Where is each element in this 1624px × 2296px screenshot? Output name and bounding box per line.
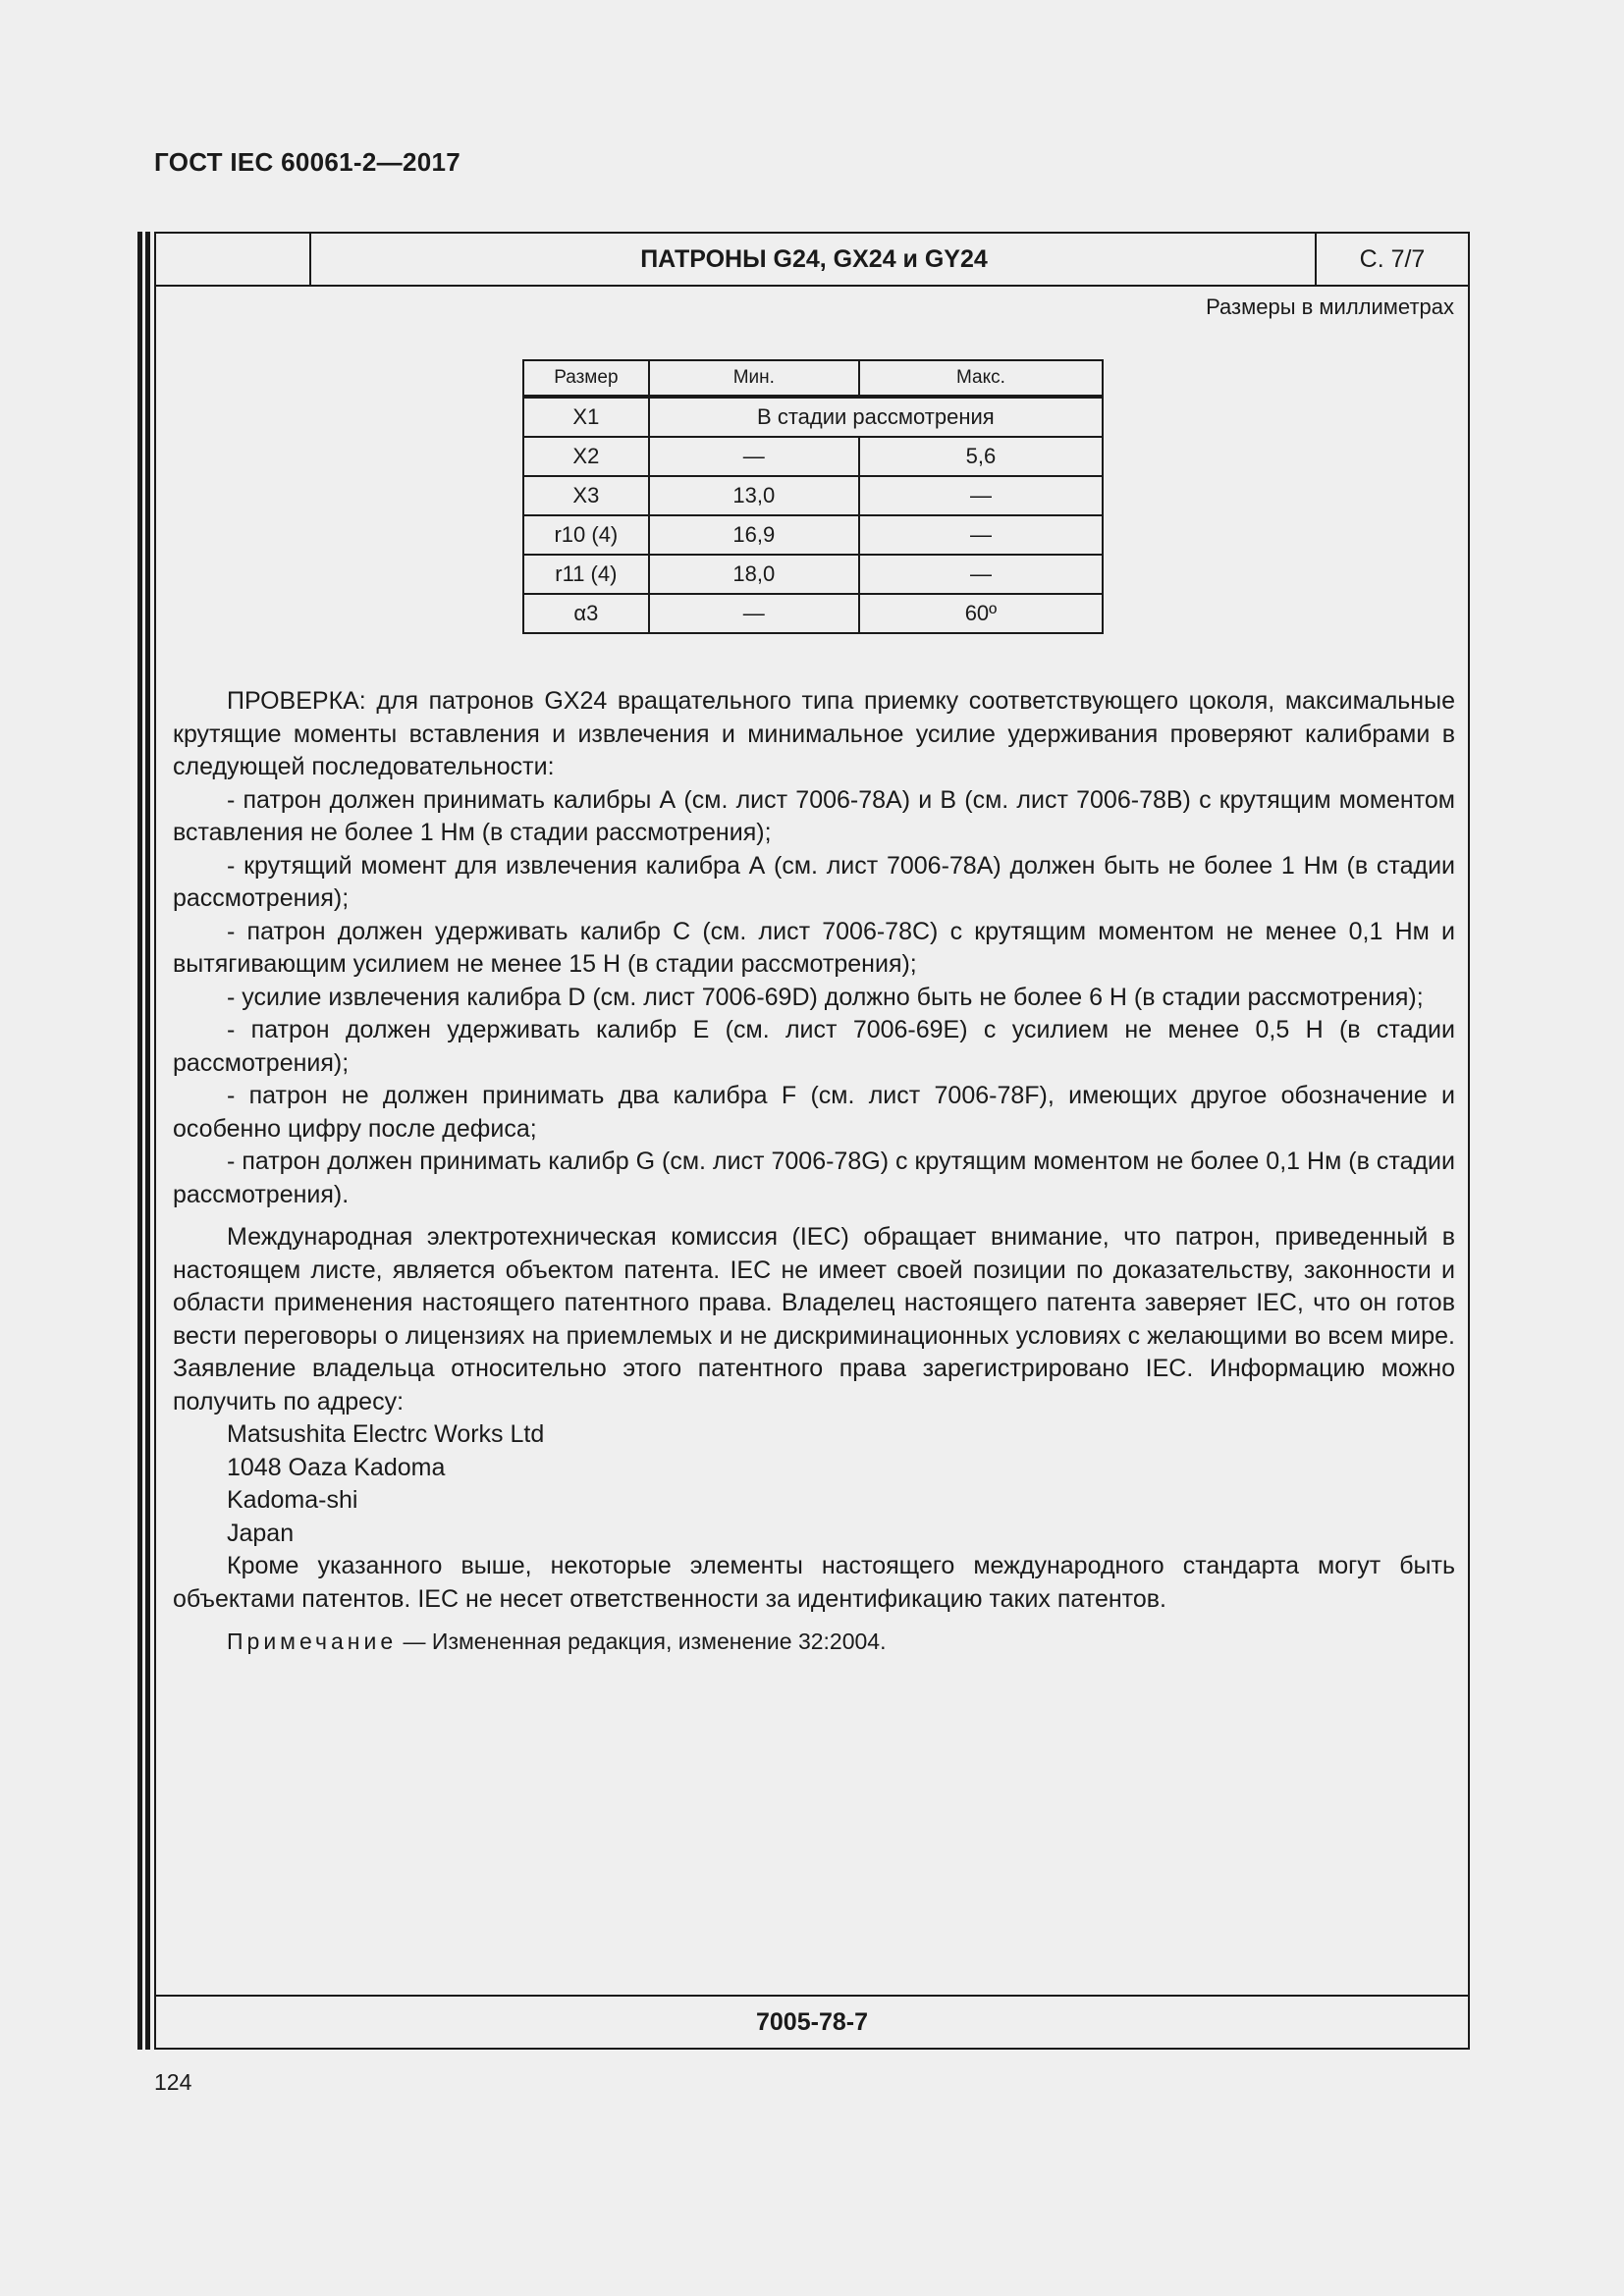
table-row (523, 397, 1103, 437)
address-line: Kadoma-shi (227, 1486, 358, 1514)
sheet-page-number: С. 7/7 (1315, 234, 1468, 285)
table-row (523, 594, 1103, 633)
cell-max: 5,6 (859, 437, 1103, 476)
document-code: ГОСТ IEC 60061-2—2017 (154, 147, 460, 177)
binding-bar-outer (137, 232, 142, 2050)
check-item: - усилие извлечения калибра D (см. лист 7006-69D) должно быть не более 6 Н (в стадии рассмотрения); (227, 983, 1424, 1011)
check-item: - патрон должен принимать калибры А (см. лист 7006-78А) и В (см. лист 7006-78В) с крутящим моментом вставления не более 1 Нм (в стадии рассмотрения); (173, 785, 1455, 846)
check-item: - патрон должен удерживать калибр Е (см. лист 7006-69Е) с усилием не менее 0,5 Н (в стадии рассмотрения); (173, 1016, 1455, 1077)
sheet-title: ПАТРОНЫ G24, GX24 и GY24 (640, 245, 988, 273)
sheet-header (156, 234, 1468, 287)
cell-max: 60º (859, 594, 1103, 633)
check-item: - патрон должен удерживать калибр С (см. лист 7006-78С) с крутящим моментом не менее 0,1 Нм и вытягивающим усилием не менее 15 Н (в стадии рассмотрения); (173, 917, 1455, 978)
check-item: - крутящий момент для извлечения калибра А (см. лист 7006-78А) должен быть не более 1 Нм (в стадии рассмотрения); (173, 851, 1455, 912)
dimensions-table (522, 359, 1104, 634)
address-line: Japan (227, 1519, 295, 1547)
cell-min: — (649, 437, 859, 476)
binding-bar-inner (145, 232, 150, 2050)
cell-min: 16,9 (649, 515, 859, 555)
table-row (523, 555, 1103, 594)
table-header-row (523, 360, 1103, 397)
cell-dimension: X1 (523, 397, 649, 437)
page-number: 124 (154, 2069, 192, 2095)
note-text: — Измененная редакция, изменение 32:2004. (397, 1629, 887, 1654)
cell-max: — (859, 555, 1103, 594)
header-empty-cell (156, 234, 311, 285)
sheet-footer-code: 7005-78-7 (156, 1995, 1468, 2048)
cell-dimension: r10 (4) (523, 515, 649, 555)
patent-paragraph: Международная электротехническая комиссия (IEC) обращает внимание, что патрон, приведенный в настоящем листе, является объектом патента. IEC не имеет своей позиции по доказательству, законности и области применения настоящего патентного права. Владелец настоящего патента заверяет IEC, что он готов вести переговоры о лицензиях на приемлемых и не дискриминационных условиях с желающими во всем мире. Заявление владельца относительно этого патентного права зарегистрировано IEC. Информацию можно получить по адресу: (173, 1223, 1455, 1415)
cell-min: 13,0 (649, 476, 859, 515)
cell-dimension: X3 (523, 476, 649, 515)
check-intro-paragraph: ПРОВЕРКА: для патронов GX24 вращательного типа приемку соответствующего цоколя, максимальные крутящие моменты вставления и извлечения и минимальное усилие удерживания проверяют калибрами в следующей последовательности: (173, 687, 1455, 780)
column-header-min: Мин. (649, 360, 859, 397)
body-text (173, 685, 1455, 1659)
cell-max: — (859, 476, 1103, 515)
cell-max: — (859, 515, 1103, 555)
sheet-frame (154, 232, 1470, 2050)
cell-dimension: X2 (523, 437, 649, 476)
cell-dimension: α3 (523, 594, 649, 633)
units-note: Размеры в миллиметрах (1206, 294, 1454, 319)
note (173, 1626, 1455, 1659)
table-row (523, 476, 1103, 515)
cell-min: 18,0 (649, 555, 859, 594)
cell-merged-status: В стадии рассмотрения (649, 397, 1103, 437)
note-label: Примечание (227, 1629, 398, 1654)
check-item: - патрон должен принимать калибр G (см. лист 7006-78G) с крутящим моментом не более 0,1 Нм (в стадии рассмотрения). (173, 1148, 1455, 1208)
address-line: 1048 Oaza Kadoma (227, 1453, 446, 1481)
address-line: Matsushita Electrc Works Ltd (227, 1420, 545, 1448)
column-header-max: Макс. (859, 360, 1103, 397)
cell-dimension: r11 (4) (523, 555, 649, 594)
table-row (523, 437, 1103, 476)
column-header-size: Размер (523, 360, 649, 397)
table-row (523, 515, 1103, 555)
cell-min: — (649, 594, 859, 633)
check-item: - патрон не должен принимать два калибра F (см. лист 7006-78F), имеющих другое обозначение и особенно цифру после дефиса; (173, 1082, 1455, 1143)
closing-paragraph: Кроме указанного выше, некоторые элементы настоящего международного стандарта могут быть объектами патентов. IEC не несет ответственности за идентификацию таких патентов. (173, 1552, 1455, 1613)
